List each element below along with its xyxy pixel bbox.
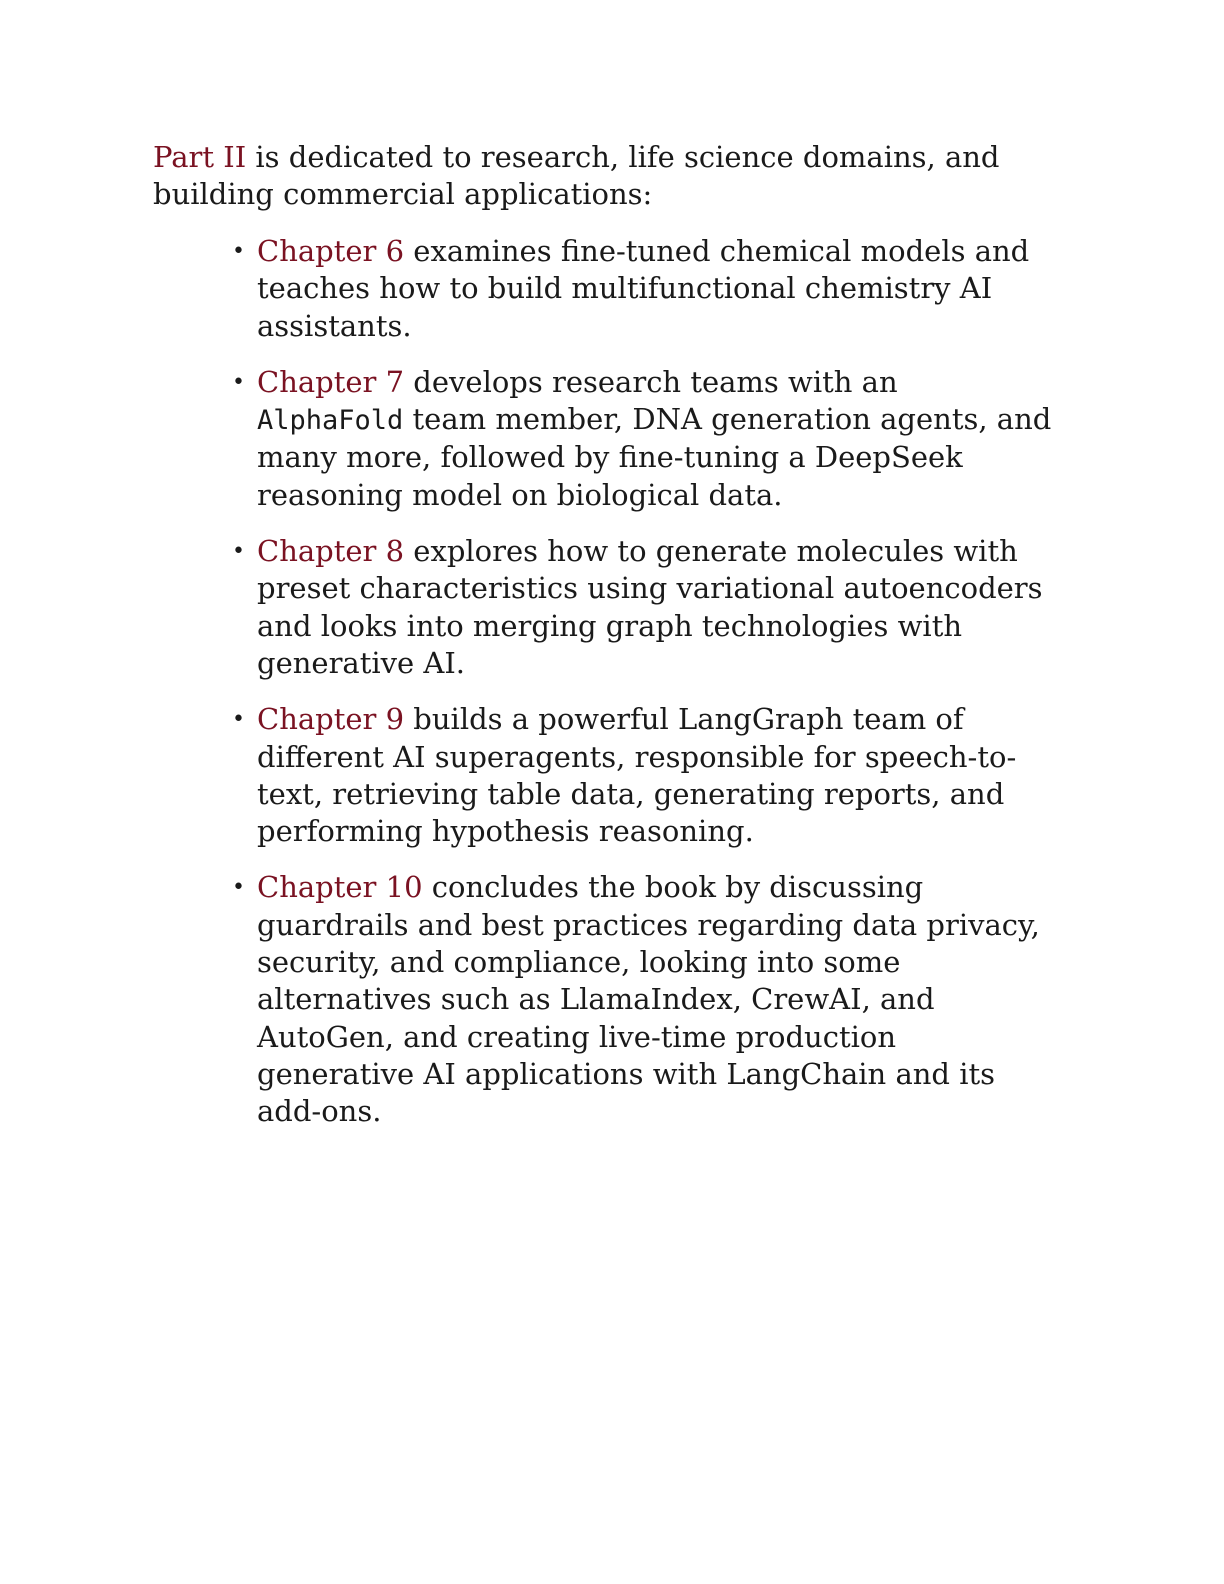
chapter-9-link[interactable]: Chapter 9 (257, 702, 405, 737)
chapter-list (153, 233, 1053, 1131)
list-item-chapter-10 (232, 869, 1053, 1130)
chapter-8-link[interactable]: Chapter 8 (257, 534, 405, 569)
list-item-chapter-6 (232, 233, 1053, 345)
bullet-icon: • (232, 239, 245, 264)
chapter-6-link[interactable]: Chapter 6 (257, 234, 405, 268)
bullet-icon: • (232, 875, 245, 901)
chapter-9-text: builds a powerful LangGraph team of different AI superagents, responsible for speech-to-text, retrieving table data, generating reports, and performing hypothesis reasoning. (257, 702, 1017, 849)
part-ii-link[interactable]: Part II (153, 140, 247, 174)
chapter-7-link[interactable]: Chapter 7 (257, 364, 405, 399)
chapter-6-text: examines fine-tuned chemical models and teaches how to build multifunctional chemistry AI assistants. (257, 234, 1030, 343)
document-page (153, 139, 1053, 1150)
intro-text: is dedicated to research, life science domains, and building commercial applications: (153, 140, 1000, 211)
chapter-8-text: explores how to generate molecules with preset characteristics using variational autoencoders and looks into merging graph technologies with generative AI. (257, 534, 1043, 680)
list-item-chapter-9 (232, 701, 1053, 850)
chapter-10-text: concludes the book by discussing guardrails and best practices regarding data privacy, security, and compliance, looking into some alternatives such as LlamaIndex, CrewAI, and AutoGen, and creating live-time production generative AI applications with LangChain and its add-ons. (257, 870, 1040, 1129)
chapter-7-text-after: team member, DNA generation agents, and many more, followed by fine-tuning a DeepSeek reasoning model on biological data. (257, 402, 1052, 512)
bullet-icon: • (232, 369, 245, 395)
intro-paragraph (153, 139, 1053, 213)
bullet-icon: • (232, 539, 245, 565)
chapter-7-text-before: develops research teams with an (404, 364, 898, 399)
list-item-chapter-8 (232, 533, 1053, 682)
alphafold-code: AlphaFold (257, 405, 404, 437)
chapter-10-link[interactable]: Chapter 10 (257, 870, 423, 905)
bullet-icon: • (232, 707, 245, 733)
list-item-chapter-7 (232, 364, 1053, 514)
